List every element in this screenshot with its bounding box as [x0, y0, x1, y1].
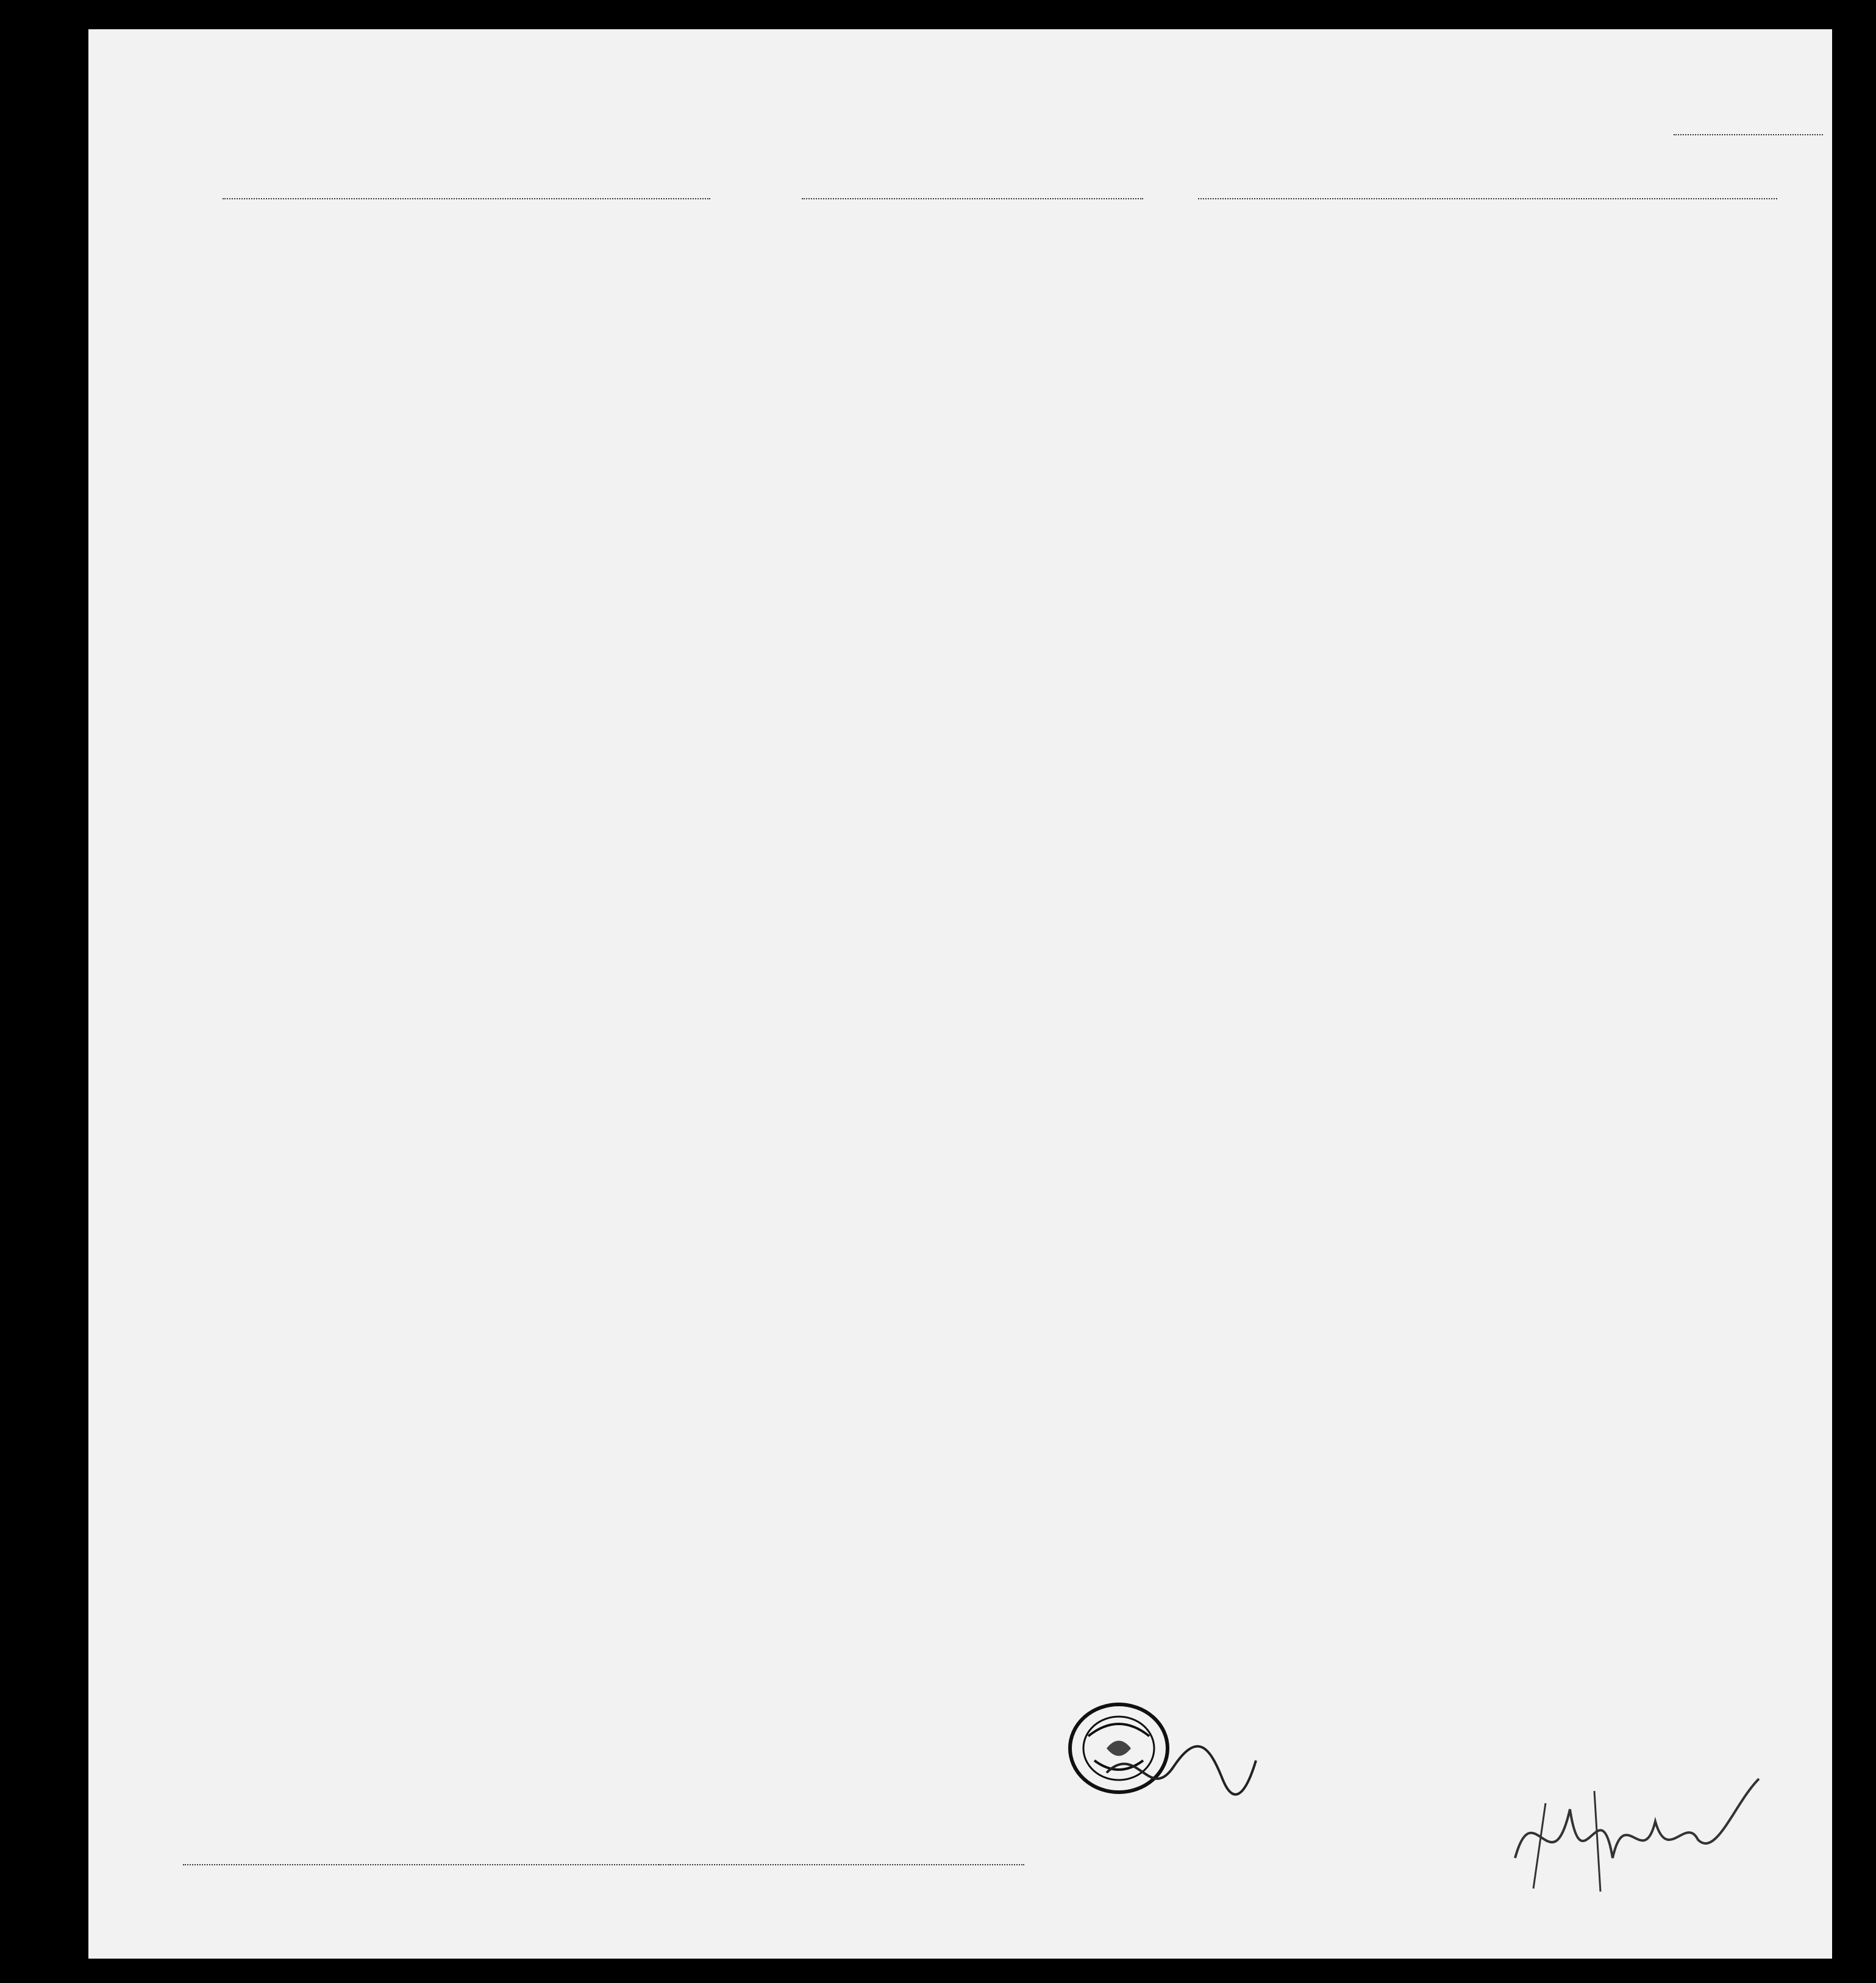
line-rule: [183, 1864, 671, 1865]
col3-header: [604, 219, 698, 227]
col7-header: [1094, 219, 1213, 227]
manifest-sheet: [88, 29, 1832, 1959]
col11-header: [1603, 219, 1759, 228]
col4-header: [698, 219, 832, 233]
col5-header: [832, 219, 1033, 224]
col10-header: [1433, 219, 1603, 222]
table-grid: [88, 29, 1832, 1959]
captain-signature: [1100, 1736, 1259, 1809]
col2-header: [195, 219, 604, 224]
immigration-officer-signature: [1509, 1767, 1765, 1895]
owners-rule: [658, 1864, 1024, 1865]
col1-header: [146, 219, 195, 230]
